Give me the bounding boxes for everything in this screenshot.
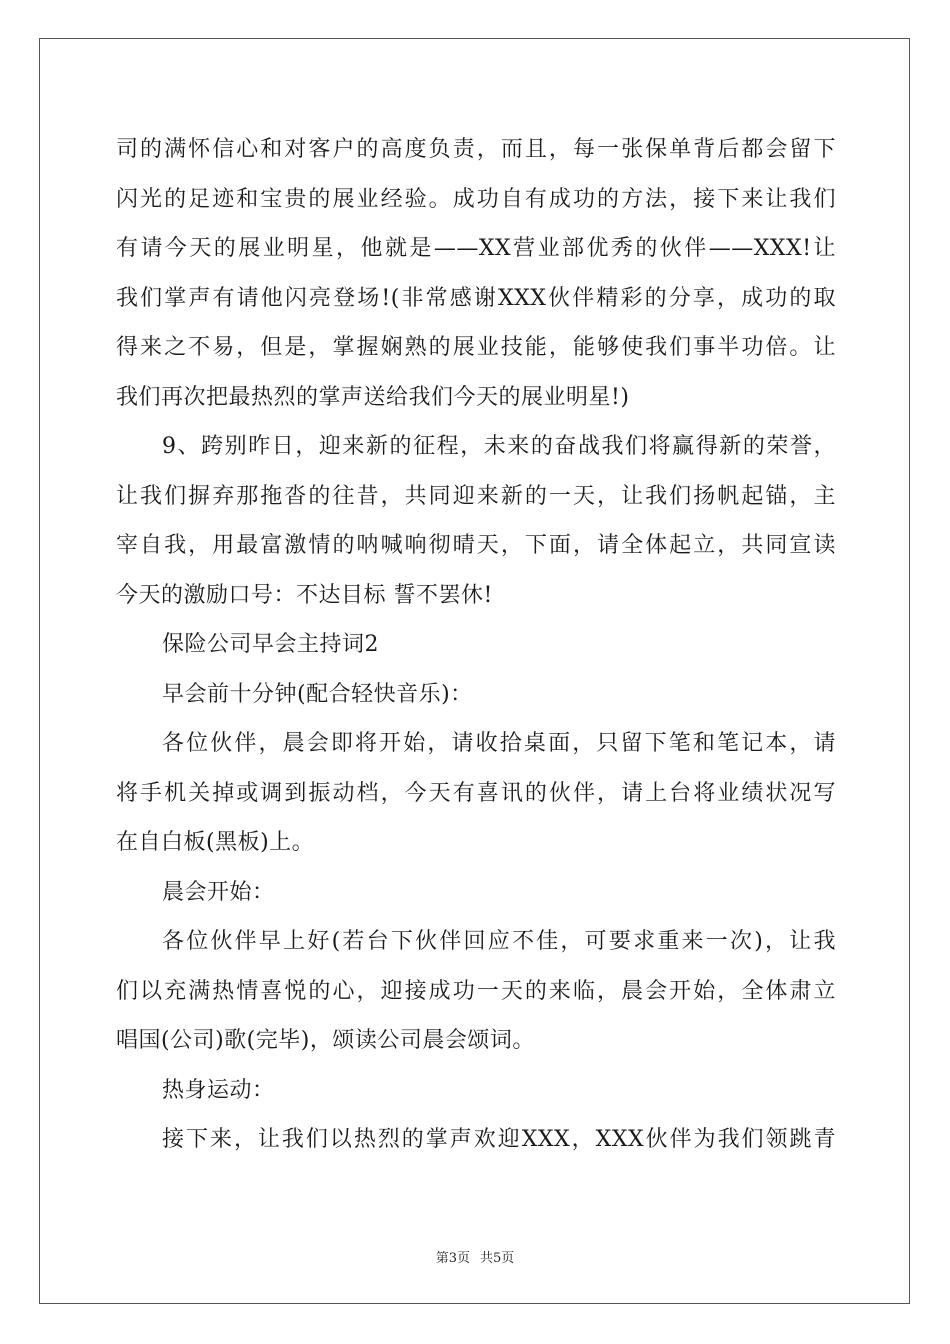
section-heading: 保险公司早会主持词2 [162, 632, 379, 657]
page-number-total: 共5页 [480, 1251, 515, 1266]
paragraph-start: 各位伙伴，晨会即将开始，请收拾桌面，只留下笔和笔记本，请 [162, 731, 836, 756]
subheading: 晨会开始： [162, 879, 275, 905]
text-line: 将手机关掉或调到振动档，今天有喜讯的伙伴，请上台将业绩状况写 [116, 780, 836, 806]
text-line: 我们掌声有请他闪亮登场!(非常感谢XXX伙伴精彩的分享，成功的取 [116, 285, 836, 311]
paragraph-start: 接下来，让我们以热烈的掌声欢迎XXX，XXX伙伴为我们领跳青 [162, 1127, 836, 1152]
subheading: 热身运动： [162, 1077, 275, 1103]
text-line: 我们再次把最热烈的掌声送给我们今天的展业明星!) [116, 384, 630, 410]
text-line: 在自白板(黑板)上。 [116, 830, 315, 855]
subheading: 早会前十分钟(配合轻快音乐)： [162, 681, 473, 707]
text-line: 今天的激励口号：不达目标 誓不罢休! [116, 582, 493, 608]
page-footer [0, 1247, 950, 1266]
document-body [116, 125, 836, 1165]
text-line: 司的满怀信心和对客户的高度负责，而且，每一张保单背后都会留下 [116, 137, 836, 162]
text-line: 让我们摒弃那拖沓的往昔，共同迎来新的一天，让我们扬帆起锚，主 [116, 483, 836, 509]
text-line: 宰自我，用最富激情的呐喊响彻晴天，下面，请全体起立，共同宣读 [116, 533, 836, 558]
text-line: 们以充满热情喜悦的心，迎接成功一天的来临，晨会开始，全体肃立 [116, 978, 836, 1004]
page-number-current: 第3页 [435, 1251, 470, 1266]
paragraph-start: 各位伙伴早上好(若台下伙伴回应不佳，可要求重来一次)，让我 [162, 929, 836, 954]
text-line: 闪光的足迹和宝贵的展业经验。成功自有成功的方法，接下来让我们 [116, 186, 836, 212]
paragraph-start: 9、跨别昨日，迎来新的征程，未来的奋战我们将赢得新的荣誉， [162, 434, 836, 459]
text-line: 有请今天的展业明星，他就是——XX营业部优秀的伙伴——XXX!让 [116, 236, 836, 261]
text-line: 唱国(公司)歌(完毕)，颂读公司晨会颂词。 [116, 1028, 535, 1053]
text-line: 得来之不易，但是，掌握娴熟的展业技能，能够使我们事半功倍。让 [116, 335, 836, 360]
